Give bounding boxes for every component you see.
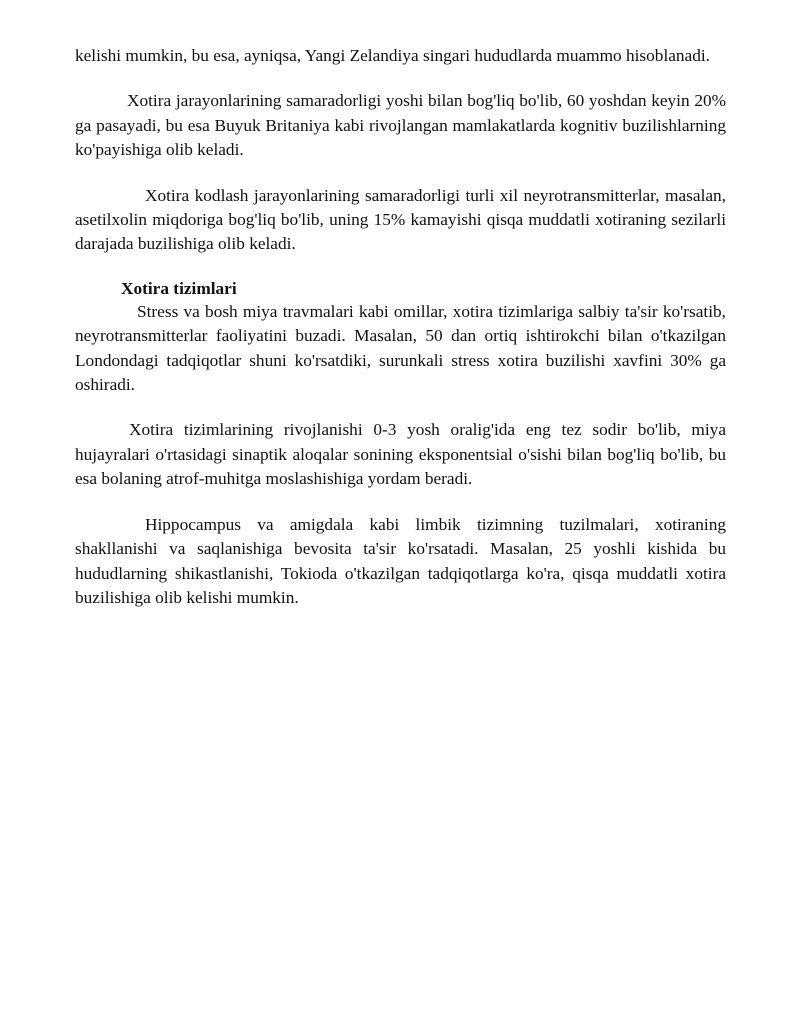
paragraph-limbic-system: Hippocampus va amigdala kabi limbik tizimning tuzilmalari, xotiraning shakllanishi va saqlanishiga bevosita ta'sir ko'rsatadi. Masalan, 25 yoshli kishida bu hududlarning shikastlanishi, Tokioda o'tkazilgan tadqiqotlarga ko'ra, qisqa muddatli xotira buzilishiga olib kelishi mumkin. [75,514,726,607]
section-heading: Xotira tizimlari [121,278,237,298]
paragraph-memory-encoding: Xotira kodlash jarayonlarining samaradorligi turli xil neyrotransmitterlar, masalan, asetilxolin miqdoriga bog'liq bo'lib, uning 15% kamayishi qisqa muddatli xotiraning sezilarli darajada buzilishiga olib keladi. [75,185,726,254]
paragraph-memory-development: Xotira tizimlarining rivojlanishi 0-3 yosh oralig'ida eng tez sodir bo'lib, miya hujayralari o'rtasidagi sinaptik aloqalar sonining eksponentsial o'sishi bilan bog'liq bo'lib, bu esa bolaning atrof-muhitga moslashishiga yordam beradi. [75,420,726,489]
paragraph-stress-factors: Stress va bosh miya travmalari kabi omillar, xotira tizimlariga salbiy ta'sir ko'rsatib, neyrotransmitterlar faoliyatini buzadi. Masalan, 50 dan ortiq ishtirokchi bilan o'tkazilgan Londondagi tadqiqotlar shuni ko'rsatdiki, surunkali stress xotira buzilishi xavfini 30% ga oshiradi. [75,301,726,395]
paragraph-continuation: kelishi mumkin, bu esa, ayniqsa, Yangi Zelandiya singari hududlarda muammo hisoblanadi. [75,46,710,65]
document-page [75,44,726,631]
paragraph-memory-efficiency-age: Xotira jarayonlarining samaradorligi yoshi bilan bog'liq bo'lib, 60 yoshdan keyin 20% ga pasayadi, bu esa Buyuk Britaniya kabi rivojlangan mamlakatlarda kognitiv buzilishlarning ko'payishiga olib keladi. [75,91,726,160]
